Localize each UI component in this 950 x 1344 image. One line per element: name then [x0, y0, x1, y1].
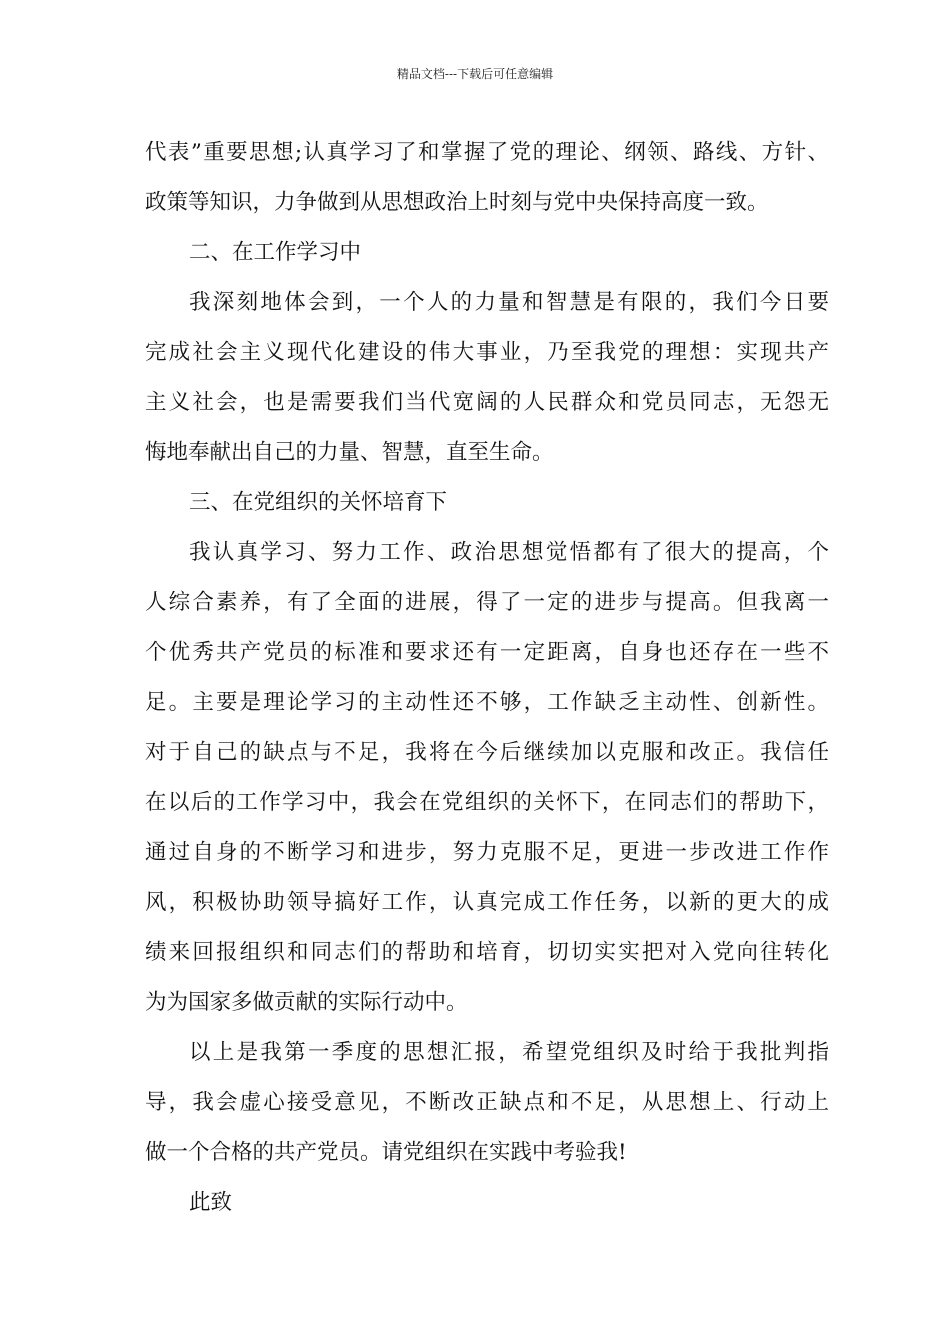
text-line: 主义社会，也是需要我们当代宽阔的人民群众和党员同志，无怨无	[145, 390, 829, 415]
text-line: 足。主要是理论学习的主动性还不够，工作缺乏主动性、创新性。	[145, 690, 829, 715]
text-line: 导，我会虚心接受意见，不断改正缺点和不足，从思想上、行动上	[145, 1090, 829, 1115]
document-body	[145, 128, 829, 1228]
text-line: 政策等知识，力争做到从思想政治上时刻与党中央保持高度一致。	[145, 190, 769, 215]
text-line: 我深刻地体会到，一个人的力量和智慧是有限的，我们今日要	[189, 290, 829, 315]
text-line: 风，积极协助领导搞好工作，认真完成工作任务，以新的更大的成	[145, 890, 829, 915]
text-line: 我认真学习、努力工作、政治思想觉悟都有了很大的提高，个	[189, 540, 829, 565]
text-line: 在以后的工作学习中，我会在党组织的关怀下，在同志们的帮助下，	[145, 790, 829, 815]
text-line: 为为国家多做贡献的实际行动中。	[145, 990, 468, 1015]
text-line: 悔地奉献出自己的力量、智慧，直至生命。	[145, 440, 554, 465]
text-line: 完成社会主义现代化建设的伟大事业，乃至我党的理想：实现共产	[145, 340, 829, 365]
closing-salutation: 此致	[189, 1190, 233, 1215]
text-line: 绩来回报组织和同志们的帮助和培育，切切实实把对入党向往转化	[145, 940, 829, 965]
text-line: 个优秀共产党员的标准和要求还有一定距离，自身也还存在一些不	[145, 640, 829, 665]
text-line: 通过自身的不断学习和进步，努力克服不足，更进一步改进工作作	[145, 840, 829, 865]
section-heading: 二、在工作学习中	[189, 240, 362, 265]
section-heading: 三、在党组织的关怀培育下	[189, 490, 448, 515]
text-line: 做一个合格的共产党员。请党组织在实践中考验我!	[145, 1140, 627, 1165]
text-line: 人综合素养，有了全面的进展，得了一定的进步与提高。但我离一	[145, 590, 829, 615]
page-header: 精品文档---下载后可任意编辑	[396, 67, 554, 81]
text-line: 以上是我第一季度的思想汇报，希望党组织及时给于我批判指	[189, 1040, 829, 1065]
text-line: 对于自己的缺点与不足，我将在今后继续加以克服和改正。我信任	[145, 740, 829, 765]
text-line: 代表”重要思想;认真学习了和掌握了党的理论、纲领、路线、方针、	[145, 140, 829, 165]
